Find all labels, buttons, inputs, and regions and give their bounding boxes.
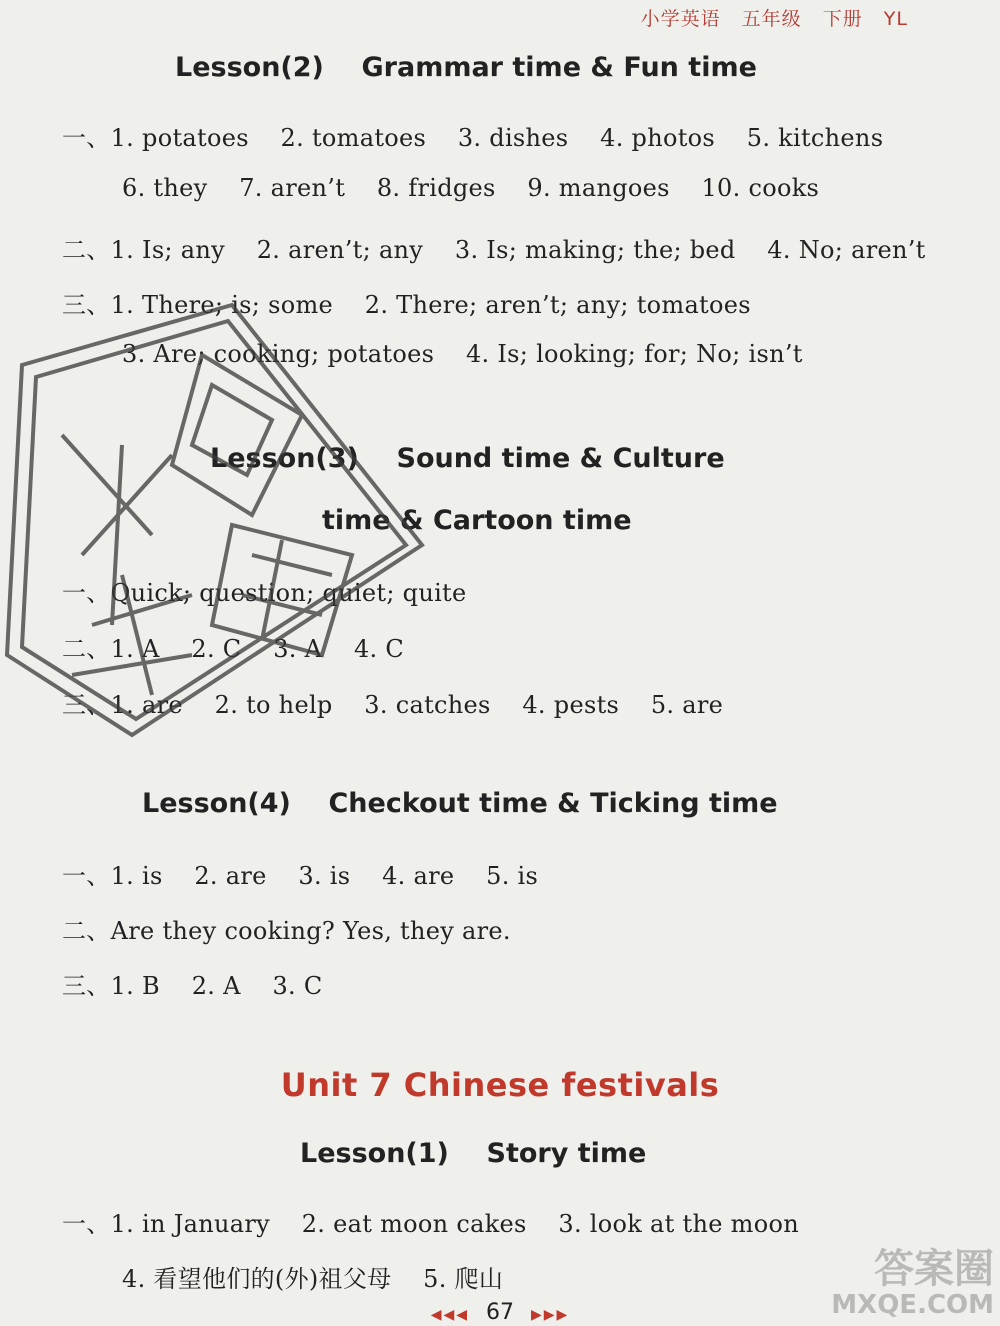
- section-label: 二、: [62, 917, 111, 945]
- section-label: 一、: [62, 1210, 111, 1238]
- page-header: [627, 4, 908, 31]
- lesson3-q3-row1: [62, 685, 723, 720]
- lesson3-title-line1: Lesson(3) Sound time & Culture: [210, 443, 725, 474]
- section-label: 三、: [62, 291, 111, 319]
- section-label: 二、: [62, 635, 111, 663]
- lesson3-title-line2: time & Cartoon time: [322, 505, 632, 536]
- header-grade: 五年级: [741, 8, 802, 30]
- watermark-line2: MXQE.COM: [831, 1290, 994, 1321]
- lesson3-q2-row1: [62, 629, 404, 664]
- lesson2-q3-row2: 3. Are; cooking; potatoes 4. Is; looking; for; No; isn’t: [122, 340, 803, 368]
- site-watermark: [831, 1247, 994, 1320]
- section-label: 二、: [62, 236, 111, 264]
- answer-text: 1. A 2. C 3. A 4. C: [110, 635, 405, 663]
- footer-right-arrows: ▶▶▶: [531, 1307, 570, 1323]
- lesson2-q1-row1: [62, 118, 883, 153]
- watermark-line1: 答案圈: [874, 1246, 994, 1293]
- answer-text: Quick; question; quiet; quite: [110, 579, 467, 607]
- unit7-title: Unit 7 Chinese festivals: [280, 1066, 720, 1104]
- lesson2-q2-row1: [62, 230, 926, 265]
- section-label: 三、: [62, 972, 111, 1000]
- lesson4-title: Lesson(4) Checkout time & Ticking time: [142, 788, 778, 819]
- unit7-lesson1-title: Lesson(1) Story time: [300, 1138, 647, 1169]
- answer-text: 1. There; is; some 2. There; aren’t; any; tomatoes: [110, 291, 751, 319]
- lesson3-q1-row1: [62, 573, 467, 608]
- section-label: 三、: [62, 691, 111, 719]
- answer-text: Are they cooking? Yes, they are.: [110, 917, 511, 945]
- lesson4-q2-row1: [62, 911, 511, 946]
- answer-text: 1. is 2. are 3. is 4. are 5. is: [110, 862, 539, 890]
- lesson4-q1-row1: [62, 856, 538, 891]
- lesson4-q3-row1: [62, 966, 323, 1001]
- unit7-q1-row1: [62, 1204, 799, 1239]
- section-label: 一、: [62, 579, 111, 607]
- page-number: 67: [486, 1300, 514, 1325]
- answer-text: 1. potatoes 2. tomatoes 3. dishes 4. photos 5. kitchens: [110, 124, 884, 152]
- answer-text: 1. Is; any 2. aren’t; any 3. Is; making; the; bed 4. No; aren’t: [110, 236, 926, 264]
- section-label: 一、: [62, 124, 111, 152]
- lesson2-q1-row2: 6. they 7. aren’t 8. fridges 9. mangoes 10. cooks: [122, 174, 820, 202]
- footer-left-arrows: ◀◀◀: [430, 1307, 469, 1323]
- lesson2-q3-row1: [62, 285, 751, 320]
- answer-text: 1. in January 2. eat moon cakes 3. look at the moon: [110, 1210, 799, 1238]
- section-label: 一、: [62, 862, 111, 890]
- header-subject: 小学英语: [640, 8, 721, 30]
- header-edition: YL: [883, 8, 908, 30]
- answer-text: 1. are 2. to help 3. catches 4. pests 5. are: [110, 691, 724, 719]
- answer-text: 1. B 2. A 3. C: [110, 972, 323, 1000]
- unit7-q1-row2: 4. 看望他们的(外)祖父母 5. 爬山: [122, 1265, 504, 1293]
- header-term: 下册: [822, 8, 863, 30]
- lesson2-title: Lesson(2) Grammar time & Fun time: [175, 52, 757, 83]
